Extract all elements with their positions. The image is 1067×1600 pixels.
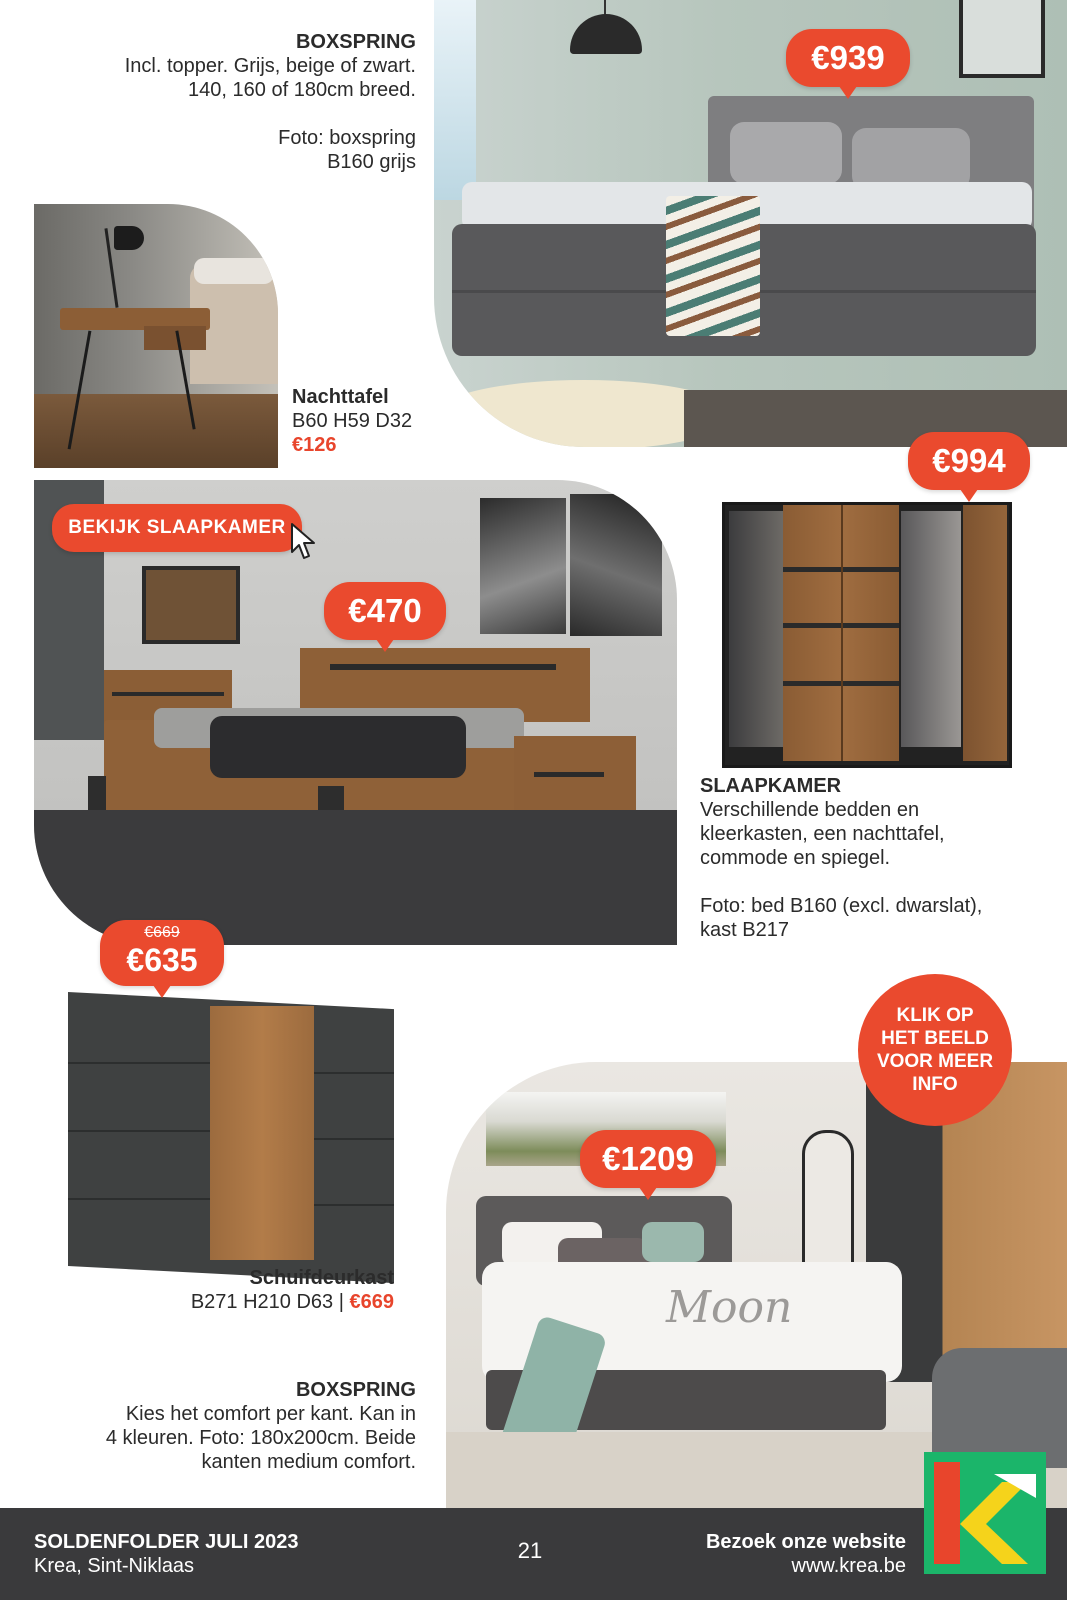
top-boxspring-photo[interactable] [434, 0, 1067, 447]
top-boxspring-photo-line2: B160 grijs [327, 151, 416, 173]
slaapkamer-photo-line2: kast B217 [700, 919, 789, 941]
slaapkamer-photo-line1: Foto: bed B160 (excl. dwarslat), [700, 895, 983, 917]
bottom-boxspring-photo[interactable] [446, 1062, 1067, 1508]
top-boxspring-photo-line1: Foto: boxspring [278, 127, 416, 149]
slaapkamer-line1: Verschillende bedden en [700, 799, 920, 821]
top-boxspring-line1: Incl. topper. Grijs, beige of zwart. [124, 55, 416, 77]
schuifdeurkast-price-badge [100, 920, 224, 986]
schuifdeurkast-label-price: €669 [349, 1291, 394, 1313]
slaapkamer-bed-price: €470 [348, 592, 422, 629]
nachttafel-price: €126 [292, 434, 337, 456]
info-badge[interactable] [858, 974, 1012, 1126]
schuifdeurkast-photo[interactable] [68, 992, 394, 1266]
wardrobe-price: €994 [932, 442, 1006, 479]
bekijk-slaapkamer-button[interactable] [52, 504, 302, 552]
bottom-boxspring-text [60, 1378, 416, 1474]
bottom-boxspring-line1: Kies het comfort per kant. Kan in [125, 1403, 416, 1425]
top-boxspring-price: €939 [811, 39, 885, 76]
nachttafel-photo[interactable] [34, 204, 278, 468]
slaapkamer-title: SLAAPKAMER [700, 775, 842, 797]
info-badge-line4: INFO [912, 1074, 958, 1095]
bottom-boxspring-price-badge [580, 1130, 716, 1188]
info-badge-line1: KLIK OP [896, 1005, 974, 1026]
slaapkamer-text [700, 774, 1050, 942]
bekijk-slaapkamer-label: BEKIJK SLAAPKAMER [68, 517, 286, 538]
schuifdeurkast-dims: B271 H210 D63 [190, 1291, 334, 1313]
info-badge-line2: HET BEELD [881, 1028, 989, 1049]
wardrobe-price-badge [908, 432, 1030, 490]
krea-logo-icon [924, 1452, 1046, 1574]
bottom-boxspring-line3: kanten medium comfort. [201, 1451, 416, 1473]
nachttafel-title: Nachttafel [292, 386, 389, 408]
page-number: 21 [517, 1538, 543, 1563]
footer-left-sub: Krea, Sint-Niklaas [34, 1555, 195, 1577]
info-badge-line3: VOOR MEER [876, 1051, 994, 1072]
wardrobe-photo[interactable] [722, 502, 1012, 768]
krea-logo[interactable] [924, 1452, 1046, 1574]
website-link[interactable]: www.krea.be [791, 1555, 906, 1577]
schuifdeurkast-title: Schuifdeurkast [249, 1267, 394, 1289]
footer-right-title: Bezoek onze website [705, 1531, 906, 1553]
duvet-print: Moon [666, 1282, 793, 1333]
top-boxspring-line2: 140, 160 of 180cm breed. [188, 79, 416, 101]
nachttafel-dims: B60 H59 D32 [292, 410, 413, 432]
slaapkamer-line3: commode en spiegel. [700, 847, 891, 869]
schuifdeurkast-text [120, 1266, 394, 1314]
footer [0, 1508, 1067, 1600]
footer-left-title: SOLDENFOLDER JULI 2023 [34, 1531, 299, 1553]
top-boxspring-text [60, 30, 416, 174]
slaapkamer-line2: kleerkasten, een nachttafel, [700, 823, 945, 845]
top-boxspring-title: BOXSPRING [295, 31, 416, 53]
bottom-boxspring-price: €1209 [602, 1140, 694, 1177]
schuifdeurkast-price: €635 [126, 942, 198, 978]
nachttafel-text [292, 385, 442, 457]
top-boxspring-price-badge [786, 29, 910, 87]
schuifdeurkast-old-price: €669 [144, 924, 180, 941]
schuifdeurkast-separator: | [338, 1291, 344, 1313]
bottom-boxspring-title: BOXSPRING [295, 1379, 416, 1401]
bottom-boxspring-line2: 4 kleuren. Foto: 180x200cm. Beide [105, 1427, 416, 1449]
slaapkamer-bed-price-badge [324, 582, 446, 640]
cursor-icon [290, 522, 320, 567]
